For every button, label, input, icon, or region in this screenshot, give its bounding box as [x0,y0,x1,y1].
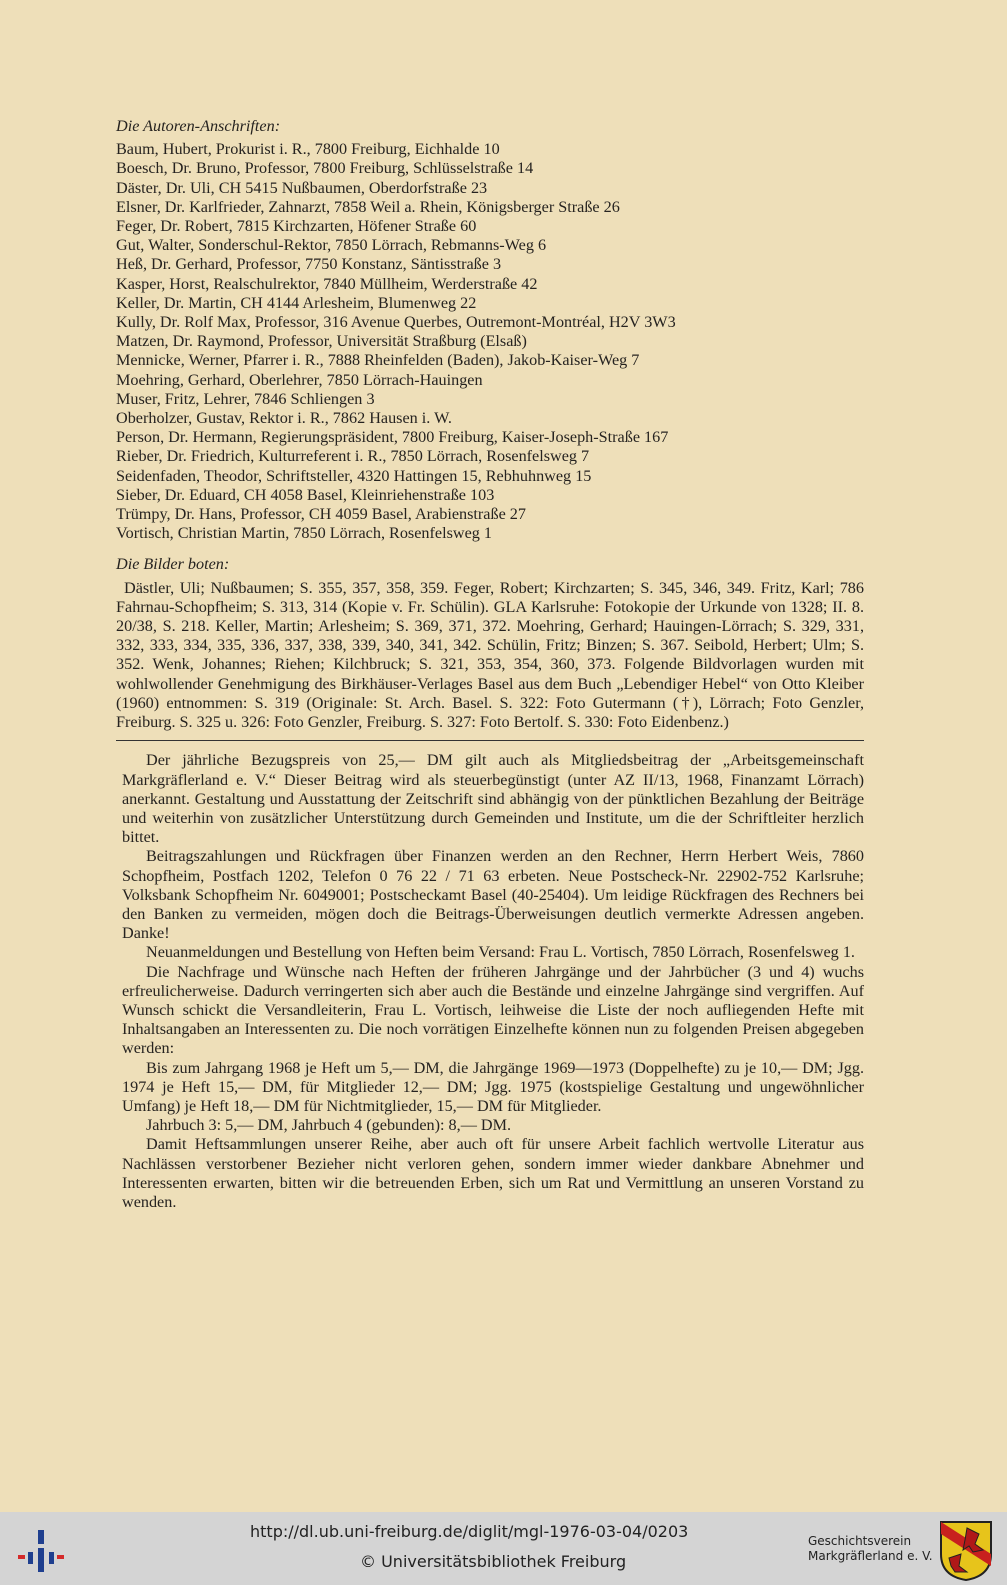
society-name-line2: Markgräflerland e. V. [808,1549,933,1563]
copyright-text: © Universitätsbibliothek Freiburg [360,1552,627,1571]
author-address: Däster, Dr. Uli, CH 5415 Nußbaumen, Oberdorfstraße 23 [116,178,488,197]
author-address: Feger, Dr. Robert, 7815 Kirchzarten, Höfener Straße 60 [116,217,477,236]
author-address: Elsner, Dr. Karlfrieder, Zahnarzt, 7858 Weil a. Rhein, Königsberger Straße 26 [116,197,620,216]
author-address: Matzen, Dr. Raymond, Professor, Universität Straßburg (Elsaß) [116,332,527,351]
author-address: Seidenfaden, Theodor, Schriftsteller, 4320 Hattingen 15, Rebhuhnweg 15 [116,466,592,485]
info-paragraph: Beitragszahlungen und Rückfragen über Finanzen werden an den Rechner, Herrn Herbert Weis, 7860 Schopfheim, Postfach 1202, Telefon 0 76 22 / 71 63 erbeten. Neue Postscheck-Nr. 22902-752 Karlsruhe; Volksbank Schopfheim Nr. 6049001; Postscheckamt Basel (40-25404). Um leidige Rückfragen des Rechners bei den Banken zu vermeiden, mögen doch die Beitrags-Überweisungen deutlich vermerkte Adressen angeben. Danke! [122,847,864,943]
page-content [116,117,864,1212]
author-address: Heß, Dr. Gerhard, Professor, 7750 Konstanz, Säntisstraße 3 [116,255,502,274]
society-name [808,1534,933,1564]
coat-of-arms-icon [939,1520,993,1582]
author-address: Sieber, Dr. Eduard, CH 4058 Basel, Kleinriehenstraße 103 [116,485,495,504]
author-address: Kully, Dr. Rolf Max, Professor, 316 Avenue Querbes, Outremont-Montréal, H2V 3W3 [116,313,676,332]
info-paragraph: Neuanmeldungen und Bestellung von Heften beim Versand: Frau L. Vortisch, 7850 Lörrach, Rosenfelsweg 1. [146,943,855,962]
info-paragraph: Der jährliche Bezugspreis von 25,— DM gilt auch als Mitgliedsbeitrag der „Arbeitsgemeinschaft Markgräflerland e. V.“ Dieser Beitrag wird als steuerbegünstigt (unter AZ II/13, 1968, Finanzamt Lörrach) anerkannt. Gestaltung und Ausstattung der Zeitschrift sind abhängig von der pünktlichen Bezahlung der Beiträge und weiterhin von zusätzlicher Unterstützung durch Gemeinden und Institute, um die der Schriftleiter herzlich bittet. [122,751,864,847]
author-address: Person, Dr. Hermann, Regierungspräsident, 7800 Freiburg, Kaiser-Joseph-Straße 167 [116,428,669,447]
author-address: Mennicke, Werner, Pfarrer i. R., 7888 Rheinfelden (Baden), Jakob-Kaiser-Weg 7 [116,351,640,370]
author-address: Kasper, Horst, Realschulrektor, 7840 Müllheim, Werderstraße 42 [116,274,538,293]
author-address: Muser, Fritz, Lehrer, 7846 Schliengen 3 [116,389,375,408]
pictures-heading: Die Bilder boten: [116,555,230,574]
subscription-info [116,751,864,1212]
author-address: Oberholzer, Gustav, Rektor i. R., 7862 Hausen i. W. [116,409,452,428]
divider [116,740,864,741]
author-address: Trümpy, Dr. Hans, Professor, CH 4059 Basel, Arabienstraße 27 [116,505,526,524]
author-address: Boesch, Dr. Bruno, Professor, 7800 Freiburg, Schlüsselstraße 14 [116,159,534,178]
author-address: Keller, Dr. Martin, CH 4144 Arlesheim, Blumenweg 22 [116,293,477,312]
authors-heading: Die Autoren-Anschriften: [116,117,281,135]
author-address: Gut, Walter, Sonderschul-Rektor, 7850 Lörrach, Rebmanns-Weg 6 [116,236,547,255]
author-address: Baum, Hubert, Prokurist i. R., 7800 Freiburg, Eichhalde 10 [116,140,500,159]
author-address: Moehring, Gerhard, Oberlehrer, 7850 Lörrach-Hauingen [116,370,483,389]
picture-credits: Dästler, Uli; Nußbaumen; S. 355, 357, 358, 359. Feger, Robert; Kirchzarten; S. 345, 346, 349. Fritz, Karl; 786 Fahrnau-Schopfheim; S. 313, 314 (Kopie v. Fr. Schülin). GLA Karlsruhe: Fotokopie der Urkunde von 1328; II. 8. 20/38, S. 218. Keller, Martin; Arlesheim; S. 369, 371, 372. Moehring, Gerhard; Hauingen-Lörrach; S. 329, 331, 332, 333, 334, 335, 336, 337, 338, 339, 340, 341, 342. Schülin, Fritz; Binzen; S. 367. Seibold, Herbert; Ulm; S. 352. Wenk, Johannes; Riehen; Kilchbruck; S. 321, 353, 354, 360, 373. Folgende Bildvorlagen wurden mit wohlwollender Genehmigung des Birkhäuser-Verlages Basel aus dem Buch „Lebendiger Hebel“ von Otto Kleiber (1960) entnommen: S. 319 (Originale: St. Arch. Basel. S. 322: Foto Gutermann (†), Lörrach; Foto Genzler, Freiburg. S. 325 u. 326: Foto Genzler, Freiburg. S. 327: Foto Bertolf. S. 330: Foto Eidenbenz.) [116,578,864,732]
document-url[interactable]: http://dl.ub.uni-freiburg.de/diglit/mgl-1976-03-04/0203 [250,1522,689,1541]
society-name-line1: Geschichtsverein [808,1534,912,1548]
info-paragraph: Die Nachfrage und Wünsche nach Heften der früheren Jahrgänge und der Jahrbücher (3 und 4) wuchs erfreulicherweise. Dadurch verringerten sich aber auch die Bestände und einzelne Jahrgänge sind vergriffen. Auf Wunsch schickt die Versandleiterin, Frau L. Vortisch, leihweise die Liste der noch aufliegenden Hefte mit Inhaltsangaben an Interessenten zu. Die noch vorrätigen Einzelhefte können nun zu folgenden Preisen abgegeben werden: [122,962,864,1058]
author-address: Rieber, Dr. Friedrich, Kulturreferent i. R., 7850 Lörrach, Rosenfelsweg 7 [116,447,590,466]
info-paragraph: Jahrbuch 3: 5,— DM, Jahrbuch 4 (gebunden): 8,— DM. [146,1116,512,1135]
ub-freiburg-logo-icon [18,1528,64,1574]
author-address: Vortisch, Christian Martin, 7850 Lörrach, Rosenfelsweg 1 [116,524,492,543]
info-paragraph: Damit Heftsammlungen unserer Reihe, aber auch oft für unsere Arbeit fachlich wertvolle Literatur aus Nachlässen verstorbener Bezieher nicht verloren gehen, sondern immer wieder dankbare Abnehmer und Interessenten erwarten, bitten wir die betreuenden Erben, sich um Rat und Vermittlung an unseren Vorstand zu wenden. [122,1135,864,1211]
info-paragraph: Bis zum Jahrgang 1968 je Heft um 5,— DM, die Jahrgänge 1969—1973 (Doppelhefte) zu je 10,— DM; Jgg. 1974 je Heft 15,— DM, für Mitglieder 12,— DM; Jgg. 1975 (kostspielige Gestaltung und ungewöhnlicher Umfang) je Heft 18,— DM für Nichtmitglieder, 15,— DM für Mitglieder. [122,1058,864,1115]
author-address-list [116,140,864,543]
footer-bar [0,1512,1007,1585]
